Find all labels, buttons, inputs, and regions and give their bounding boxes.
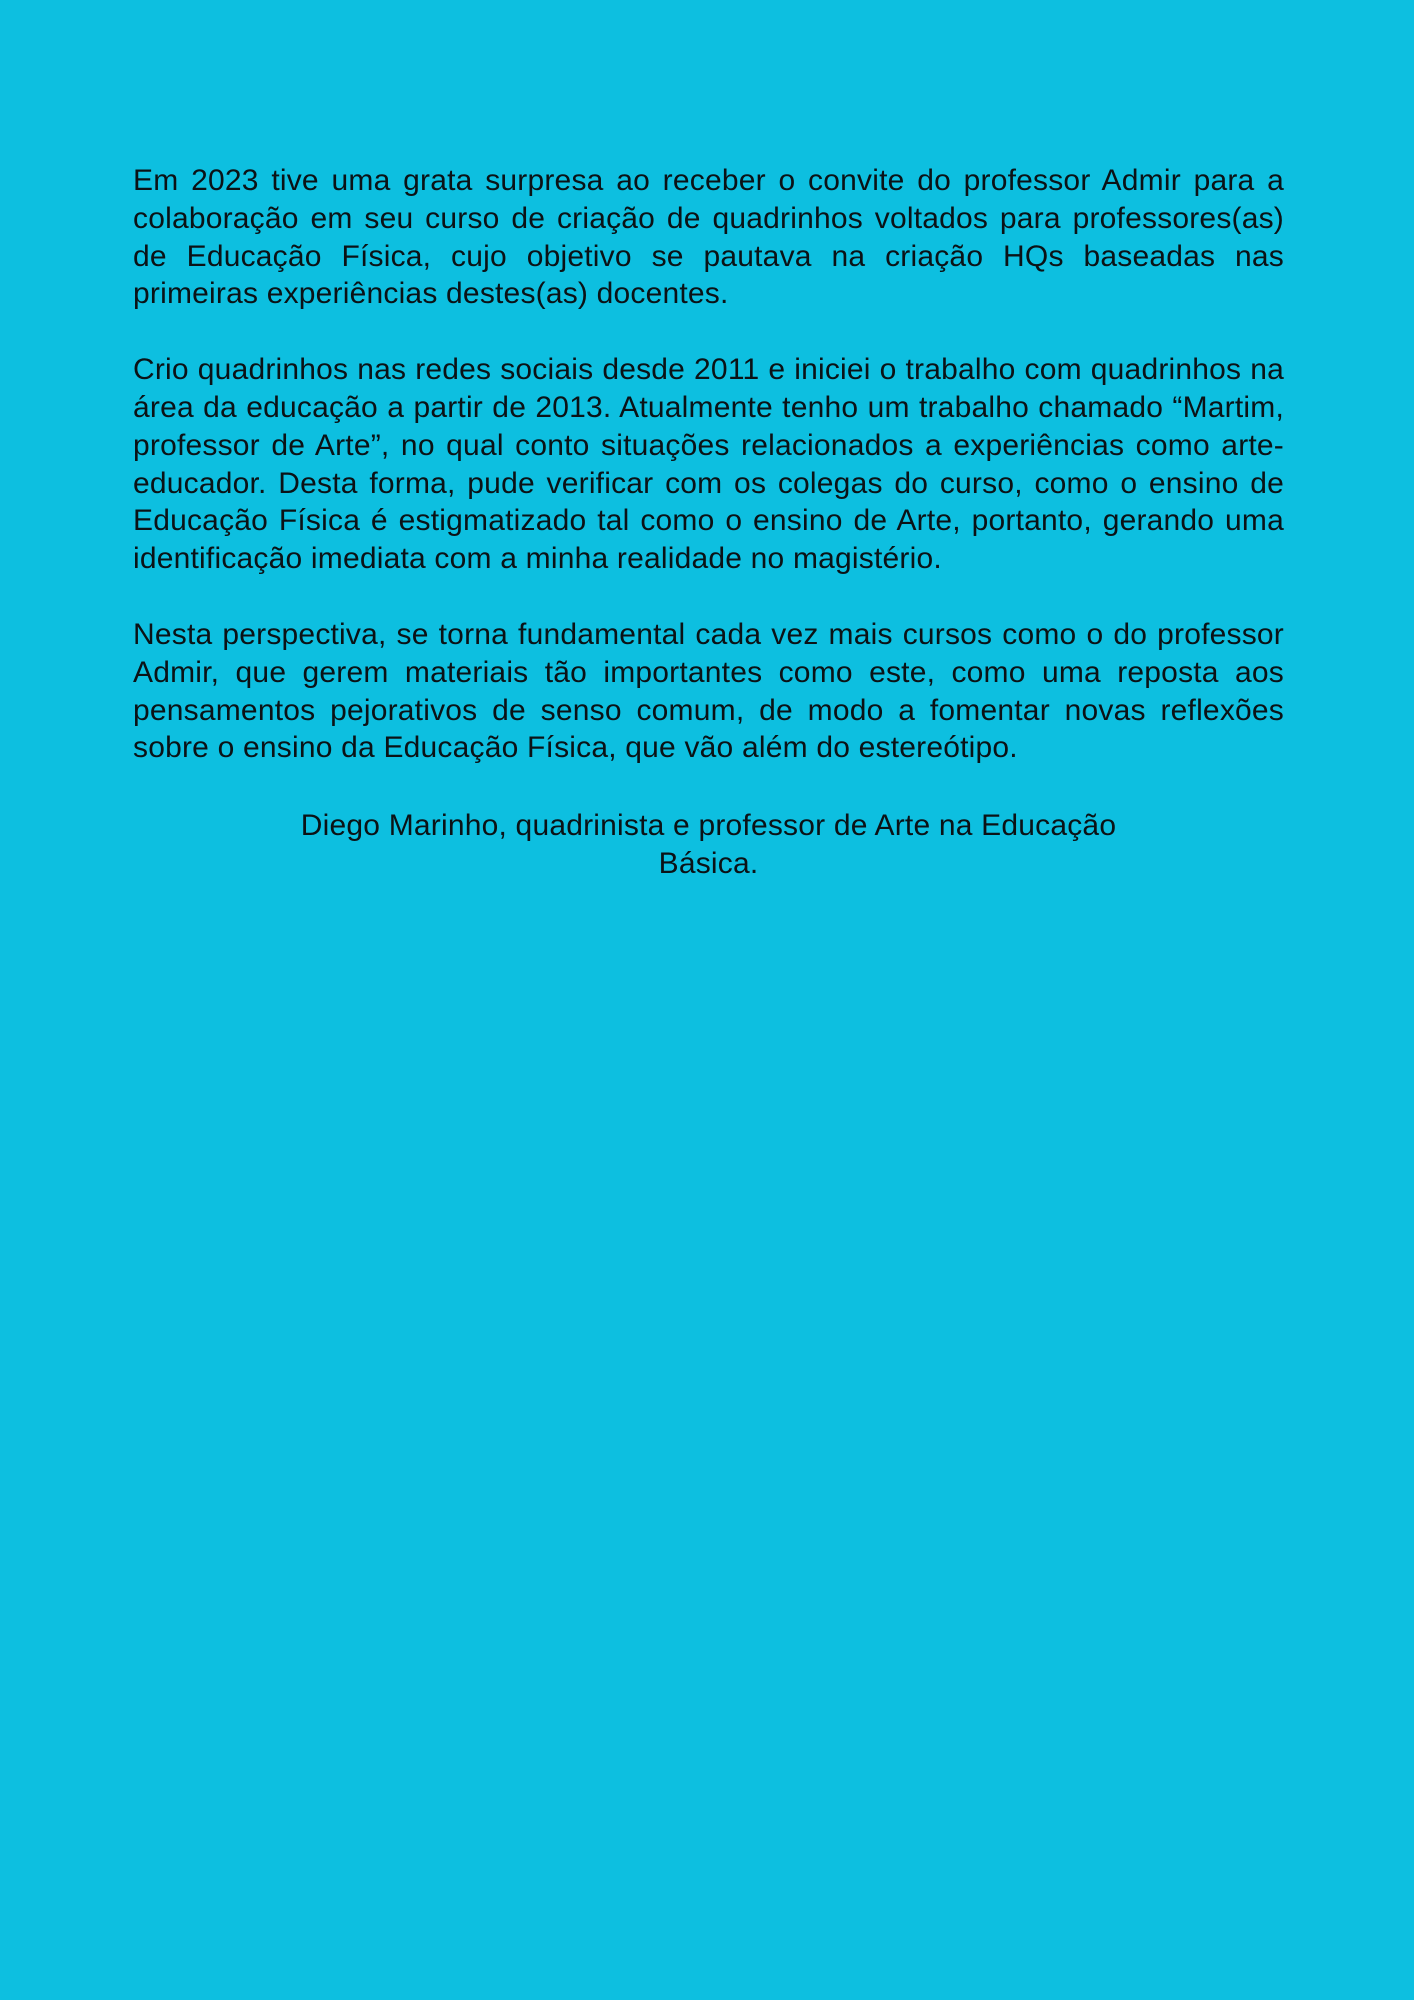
paragraph-3: Nesta perspectiva, se torna fundamental cada vez mais cursos como o do professor Admir, que gerem materiais tão importantes como este, como uma reposta aos pensamentos pejorativos de senso comum, de modo a fomentar novas reflexões sobre o ensino da Educação Física, que vão além do estereótipo. [133,617,1284,765]
text-block [133,162,1284,767]
paragraph-2: Crio quadrinhos nas redes sociais desde 2011 e iniciei o trabalho com quadrinhos na área da educação a partir de 2013. Atualmente tenho um trabalho chamado “Martim, professor de Arte”, no qual conto situações relacionados a experiências como arte-educador. Desta forma, pude verificar com os colegas do curso, como o ensino de Educação Física é estigmatizado tal como o ensino de Arte, portanto, gerando uma identificação imediata com a minha realidade no magistério. [133,353,1284,576]
paragraph-1: Em 2023 tive uma grata surpresa ao receber o convite do professor Admir para a colaboração em seu curso de criação de quadrinhos voltados para professores(as) de Educação Física, cujo objetivo se pautava na criação HQs baseadas nas primeiras experiências destes(as) docentes. [133,164,1284,311]
signature: Diego Marinho, quadrinista e professor de Arte na Educação Básica. [300,809,1117,880]
